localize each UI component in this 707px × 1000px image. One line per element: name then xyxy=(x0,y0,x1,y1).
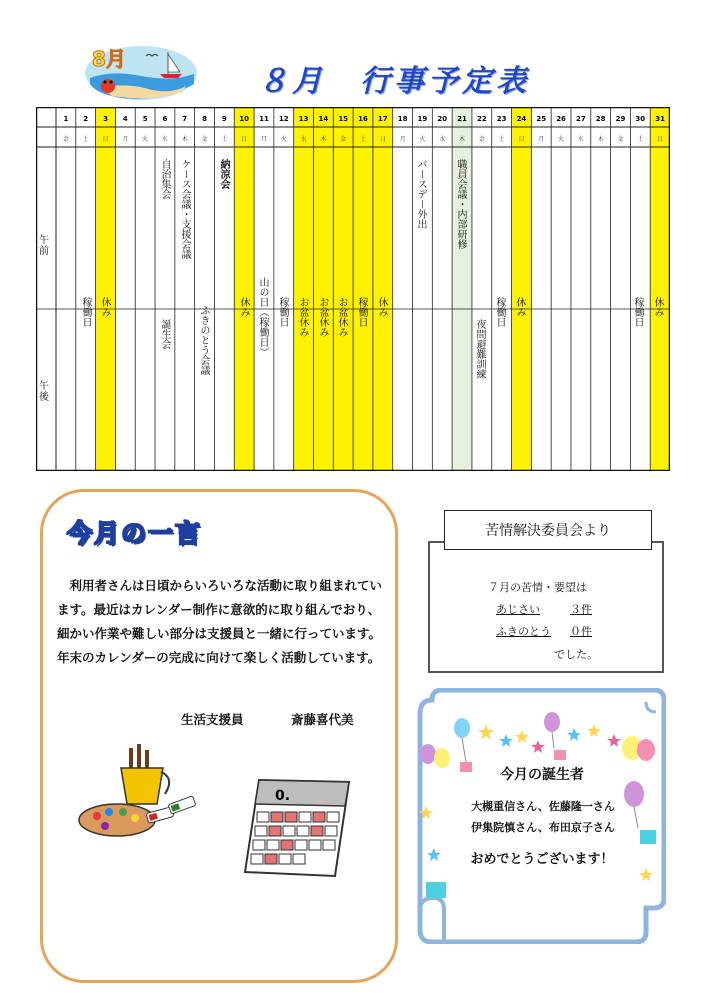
event-d31: 休み xyxy=(652,297,663,317)
event-d16: 稼働日 xyxy=(356,297,367,327)
weekday-label: 水 xyxy=(577,136,584,143)
birthday-congrats: おめでとうございます！ xyxy=(470,852,614,867)
event-d17: 休み xyxy=(376,297,387,317)
day-number: 31 xyxy=(655,115,665,123)
weekday-label: 日 xyxy=(241,136,248,143)
day-number: 11 xyxy=(259,115,269,123)
complaint-item2-count: ０件 xyxy=(570,625,592,638)
weekday-label: 木 xyxy=(597,136,604,143)
event-d12: 稼働日 xyxy=(277,297,288,327)
day-number: 25 xyxy=(536,115,547,123)
logo-text: 8月 xyxy=(92,47,126,71)
event-d14: お盆休み xyxy=(317,297,328,337)
day-column-fill xyxy=(512,107,532,471)
birthday-title: 今月の誕生者 xyxy=(500,767,584,783)
event-d19-am: バースデー外出 xyxy=(415,159,426,229)
complaint-box xyxy=(428,523,664,673)
paint-palette-icon xyxy=(77,740,217,850)
complaint-intro: ７月の苦情・要望は xyxy=(488,581,587,594)
balloon-icon xyxy=(454,718,470,738)
day-number: 9 xyxy=(221,115,227,123)
scroll-frame xyxy=(414,688,666,944)
weekday-label: 土 xyxy=(359,136,367,143)
weekday-label: 木 xyxy=(181,136,188,143)
day-column-fill xyxy=(333,107,353,471)
day-column-fill xyxy=(234,107,254,471)
weekday-label: 月 xyxy=(538,136,545,143)
complaint-outro: でした。 xyxy=(554,648,598,661)
birthday-names-line1: 大槻重信さん、佐藤隆一さん xyxy=(471,800,615,813)
weekday-label: 月 xyxy=(122,136,129,143)
event-calendar xyxy=(36,107,670,471)
event-d6-pm: 誕生会 xyxy=(159,319,170,349)
header-logo xyxy=(82,40,200,102)
weekday-label: 金 xyxy=(617,136,624,143)
day-number: 26 xyxy=(556,115,566,123)
day-number: 20 xyxy=(437,115,448,123)
day-number: 23 xyxy=(496,115,507,123)
day-number: 18 xyxy=(397,115,408,123)
message-box xyxy=(40,489,398,983)
weekday-label: 日 xyxy=(379,136,386,143)
day-number: 12 xyxy=(278,115,289,123)
gift-icon xyxy=(640,830,656,844)
weekday-label: 土 xyxy=(637,136,644,143)
event-d11: 山の日（稼働日） xyxy=(257,277,268,357)
message-title: 今月の一言 xyxy=(67,519,203,548)
balloon-icon xyxy=(420,744,436,764)
day-number: 28 xyxy=(595,115,606,123)
event-d9-am: 納涼会 xyxy=(218,159,229,189)
day-number: 7 xyxy=(182,115,188,123)
weekday-label: 日 xyxy=(657,136,664,143)
weekday-label: 金 xyxy=(340,136,347,143)
author-role: 生活支援員 xyxy=(181,712,244,727)
pm-label: 午後 xyxy=(39,381,49,403)
complaint-item1-name: あじさい xyxy=(496,603,540,616)
event-d24: 休み xyxy=(514,297,525,317)
day-number: 27 xyxy=(575,115,586,123)
balloon-icon xyxy=(434,748,450,768)
complaint-header: 苦情解決委員会より xyxy=(444,510,652,550)
birthday-scroll xyxy=(414,688,666,944)
day-column-fill xyxy=(373,107,393,471)
author-name: 斎藤喜代美 xyxy=(291,712,354,727)
weekday-label: 日 xyxy=(518,136,525,143)
day-number: 30 xyxy=(635,115,646,123)
weekday-label: 金 xyxy=(62,136,69,143)
weekday-label: 水 xyxy=(439,136,446,143)
weekday-label: 土 xyxy=(82,136,89,143)
day-number: 21 xyxy=(457,115,467,123)
event-d30: 稼働日 xyxy=(632,297,643,327)
event-d13: お盆休み xyxy=(297,297,308,337)
day-number: 22 xyxy=(476,115,487,123)
svg-text:0.: 0. xyxy=(275,788,291,804)
calendar-icon xyxy=(239,772,359,884)
day-number: 13 xyxy=(298,115,309,123)
day-number: 5 xyxy=(142,115,148,123)
day-number: 2 xyxy=(83,115,89,123)
complaint-item2-name: ふきのとう xyxy=(496,625,551,638)
event-d7-am: ケース会議・支援会議 xyxy=(179,159,190,259)
weekday-label: 月 xyxy=(260,136,267,143)
day-number: 15 xyxy=(338,115,349,123)
weekday-label: 土 xyxy=(221,136,228,143)
gift-icon xyxy=(426,882,446,898)
day-column-fill xyxy=(313,107,333,471)
weekday-label: 木 xyxy=(459,136,466,143)
event-d6-am: 自治集会 xyxy=(159,159,170,199)
day-number: 4 xyxy=(122,115,128,123)
event-d23: 稼働日 xyxy=(494,297,505,327)
weekday-label: 火 xyxy=(142,136,149,143)
day-column-fill xyxy=(96,107,116,471)
day-number: 6 xyxy=(162,115,168,123)
weekday-label: 水 xyxy=(300,136,307,143)
weekday-label: 木 xyxy=(320,136,327,143)
day-number: 8 xyxy=(202,115,207,123)
am-label: 午前 xyxy=(39,235,49,257)
day-number: 29 xyxy=(615,115,626,123)
weekday-label: 火 xyxy=(280,136,287,143)
weekday-label: 金 xyxy=(478,136,485,143)
weekday-label: 火 xyxy=(558,136,565,143)
event-d3: 休み xyxy=(99,297,110,317)
birthday-names-line2: 伊集院慎さん、布田京子さん xyxy=(471,821,615,834)
day-number: 19 xyxy=(417,115,428,123)
day-number: 14 xyxy=(318,115,329,123)
event-d22-pm: 夜間避難訓練 xyxy=(474,319,485,379)
weekday-label: 水 xyxy=(161,136,168,143)
event-d15: お盆休み xyxy=(336,297,347,337)
weekday-label: 土 xyxy=(498,136,505,143)
day-number: 1 xyxy=(63,115,69,123)
day-column-fill xyxy=(294,107,314,471)
day-number: 3 xyxy=(103,115,108,123)
day-number: 24 xyxy=(516,115,527,123)
event-d10: 休み xyxy=(238,297,249,317)
event-d21-am: 職員会議・内部研修 xyxy=(455,159,466,249)
page-title: ８月 行事予定表 xyxy=(258,64,530,99)
weekday-label: 月 xyxy=(399,136,406,143)
day-column-fill xyxy=(353,107,373,471)
gift-icon xyxy=(460,762,472,772)
complaint-item1-count: ３件 xyxy=(570,603,592,616)
day-number: 10 xyxy=(239,115,250,123)
message-body: 利用者さんは日頃からいろいろな活動に取り組まれています。最近はカレンダー制作に意欲的に取り組んでおり、細かい作業や難しい部分は支援員と一緒に行っています。年末のカレンダーの完成に向けて楽しく活動しています。 xyxy=(57,578,383,665)
weekday-label: 日 xyxy=(102,136,109,143)
event-d2-pm: 稼働日 xyxy=(80,297,91,327)
day-number: 17 xyxy=(377,115,388,123)
crab-icon xyxy=(101,79,115,93)
weekday-label: 火 xyxy=(419,136,426,143)
balloon-icon xyxy=(544,712,560,732)
day-column-fill xyxy=(650,107,670,471)
day-number: 16 xyxy=(358,115,368,123)
balloon-icon xyxy=(637,739,655,761)
event-d8-pm: ふきのとう会議 xyxy=(198,305,209,375)
gift-icon xyxy=(554,750,566,760)
weekday-label: 金 xyxy=(201,136,208,143)
